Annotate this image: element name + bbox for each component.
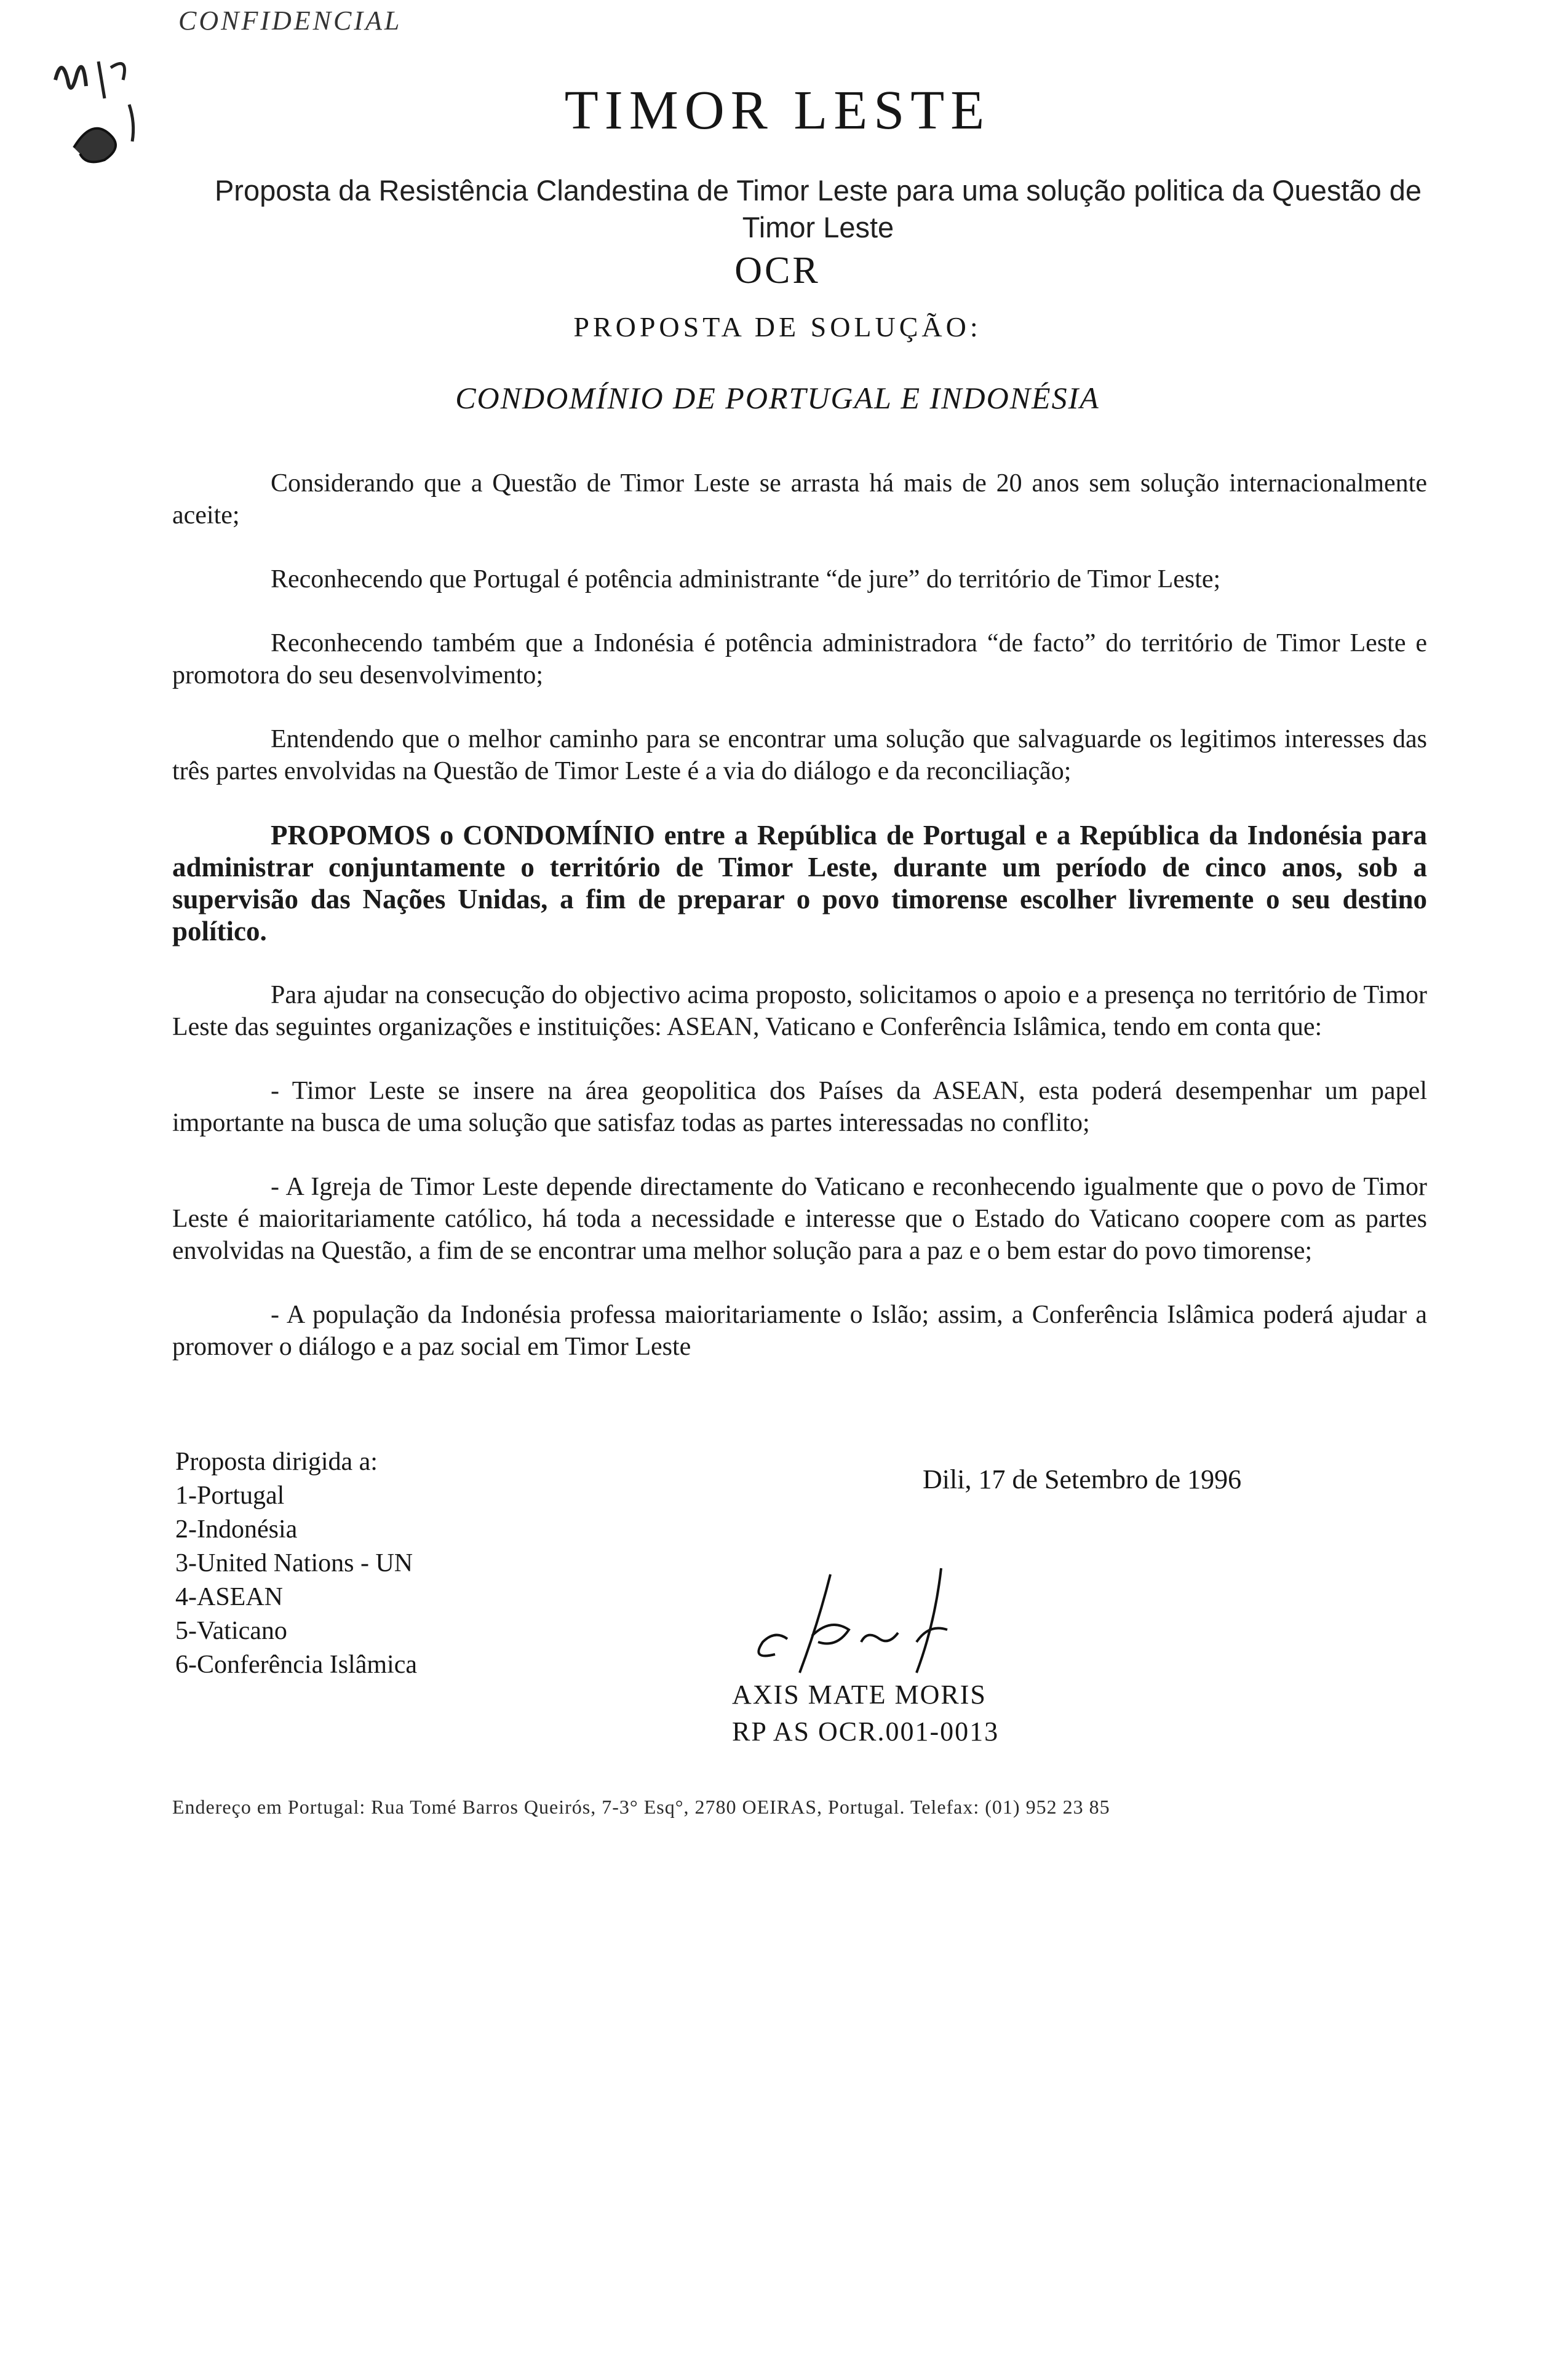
recipient-item: 2-Indonésia [175, 1515, 298, 1544]
paragraph-portugal-de-jure: Reconhecendo que Portugal é potência administrante “de jure” do território de Timor Leste; [271, 565, 1221, 593]
recipient-item: 6-Conferência Islâmica [175, 1651, 417, 1679]
document-subtitle: Proposta da Resistência Clandestina de Timor Leste para uma solução politica da Questão de Timor Leste [214, 174, 1422, 244]
recipient-item: 4-ASEAN [175, 1583, 283, 1611]
recipient-item: 3-United Nations - UN [175, 1549, 413, 1577]
recipients-heading: Proposta dirigida a: [175, 1448, 378, 1476]
signer-reference: RP AS OCR.001-0013 [732, 1716, 1000, 1747]
recipient-item: 1-Portugal [175, 1482, 285, 1510]
handwritten-signature-icon [738, 1562, 1021, 1685]
confidential-stamp: CONFIDENCIAL [178, 6, 402, 36]
recipient-item: 5-Vaticano [175, 1617, 287, 1645]
footer-address: Endereço em Portugal: Rua Tomé Barros Queirós, 7-3° Esq°, 2780 OEIRAS, Portugal. Telefax: (01) 952 23 85 [172, 1796, 1110, 1818]
signer-name: AXIS MATE MORIS [732, 1680, 987, 1710]
paragraph-asean: - Timor Leste se insere na área geopolitica dos Países da ASEAN, esta poderá desempenhar um papel importante na busca de uma solução que satisfaz todas as partes interessadas no conflito; [172, 1077, 1427, 1137]
paragraph-vatican: - A Igreja de Timor Leste depende directamente do Vaticano e reconhecendo igualmente que o povo de Timor Leste é maioritariamente católico, há toda a necessidade e interesse que o Estado do Vaticano coopere com as partes envolvidas na Questão, a fim de se encontrar uma melhor solução para a paz e o bem estar do povo timorense; [172, 1173, 1427, 1265]
organization-abbrev: OCR [734, 250, 821, 292]
paragraph-islamic-conference: - A população da Indonésia professa maioritariamente o Islão; assim, a Conferência Islâmica poderá ajudar a promover o diálogo e a paz social em Timor Leste [172, 1301, 1427, 1361]
condominium-heading: CONDOMÍNIO DE PORTUGAL E INDONÉSIA [455, 381, 1100, 415]
letter-body [172, 467, 1427, 1395]
paragraph-indonesia-de-facto: Reconhecendo também que a Indonésia é potência administradora “de facto” do território de Timor Leste e promotora do seu desenvolvimento; [172, 629, 1427, 689]
paragraph-dialogue: Entendendo que o melhor caminho para se encontrar uma solução que salvaguarde os legitimos interesses das três partes envolvidas na Questão de Timor Leste é a via do diálogo e da reconciliação; [172, 725, 1427, 785]
document-title: TIMOR LESTE [564, 80, 991, 141]
paragraph-support-request: Para ajudar na consecução do objectivo acima proposto, solicitamos o apoio e a presença no território de Timor Leste das seguintes organizações e instituições: ASEAN, Vaticano e Conferência Islâmica, tendo em conta que: [172, 981, 1427, 1041]
letter-date: Dili, 17 de Setembro de 1996 [923, 1464, 1242, 1494]
proposal-heading: PROPOSTA DE SOLUÇÃO: [573, 311, 982, 343]
paragraph-proposal: PROPOMOS o CONDOMÍNIO entre a República de Portugal e a República da Indonésia para administrar conjuntamente o território de Timor Leste, durante um período de cinco anos, sob a supervisão das Nações Unidas, a fim de preparar o povo timorense escolher livremente o seu destino político. [172, 820, 1427, 946]
recipients-list [175, 1445, 417, 1682]
paragraph-considering: Considerando que a Questão de Timor Leste se arrasta há mais de 20 anos sem solução internacionalmente aceite; [172, 469, 1427, 530]
